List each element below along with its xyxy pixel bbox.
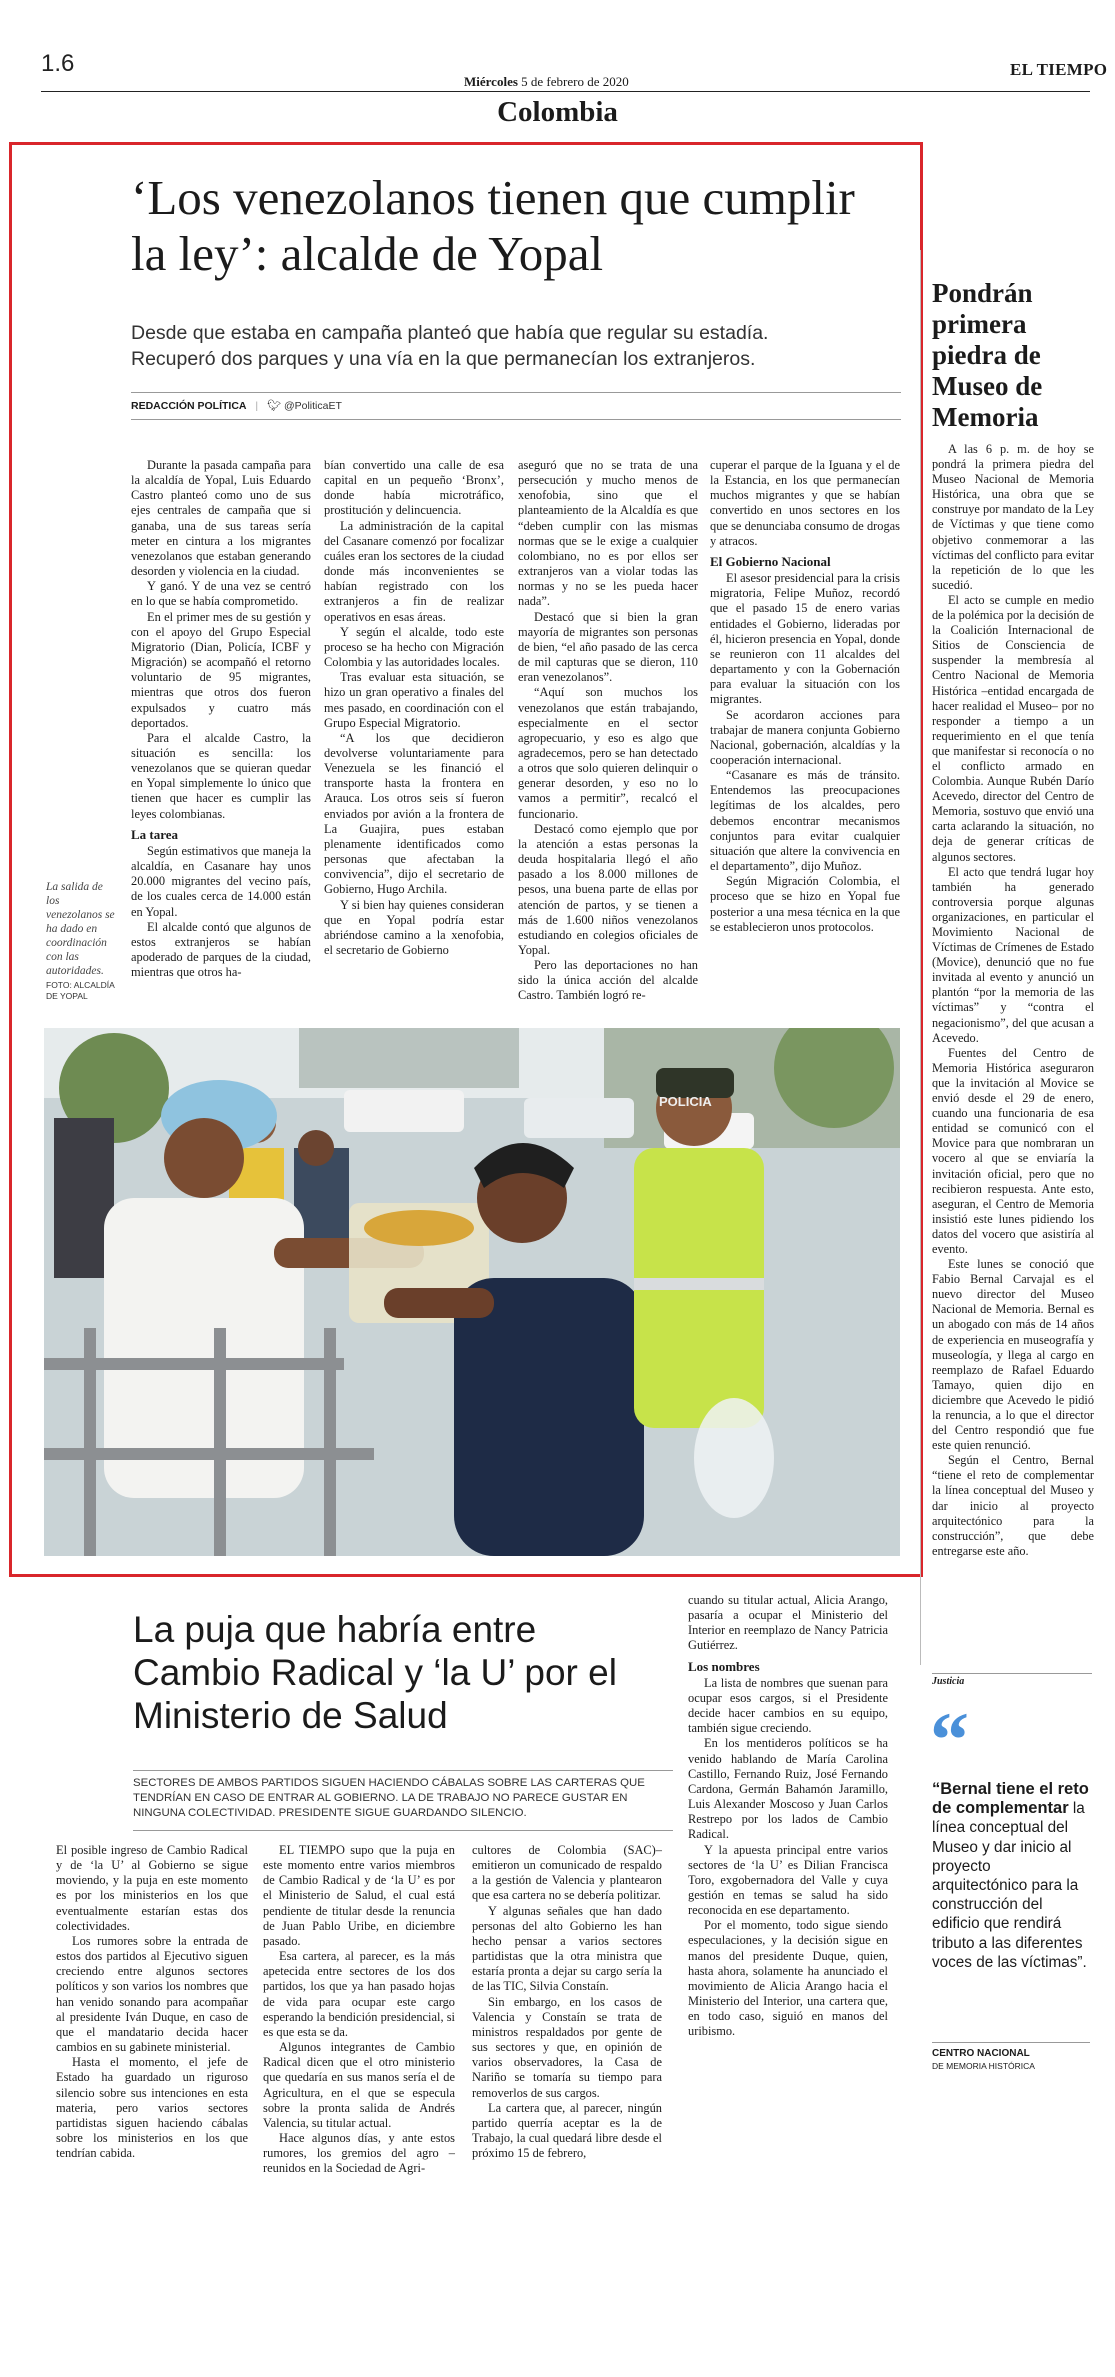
second-col-4 [688, 1593, 888, 2040]
byline-rule-top [131, 392, 901, 393]
subhead: El Gobierno Nacional [710, 553, 831, 569]
paragraph: Algunos integrantes de Cambio Radical dicen que el otro ministerio que quedaría en sus manos sería el de Agricultura, en el que se especula sobre la pronta salida de Andrés Valencia, su titular actual. [263, 2040, 455, 2130]
paragraph: La lista de nombres que suenan para ocupar esos cargos, si el Presidente decide hacer cambios en su equipo, también sigue creciendo. [688, 1675, 888, 1736]
paragraph: Destacó como ejemplo que por la atención a estas personas la deuda hospitalaria llegó el año pasado a los 8.000 millones de pesos, una buena parte de ellas por atención de partos, y se tienen a más de 1.600 niños venezolanos estudiando en colegios oficiales de Yopal. [518, 821, 698, 957]
main-col-1 [131, 458, 311, 980]
date-rest: 5 de febrero de 2020 [517, 74, 629, 89]
sidebar-body [932, 442, 1094, 1559]
main-col-3 [518, 458, 698, 1004]
main-col-2 [324, 458, 504, 958]
paragraph: Por el momento, todo sigue siendo especulaciones, y la decisión sigue en manos del presidente Duque, quien, hasta ahora, solamente ha anunciado el movimiento de Alicia Arango hacia el Ministerio del Interior, una cartera que, en todo caso, siguió en manos del uribismo. [688, 1918, 888, 2039]
pull-quote [932, 1780, 1090, 1972]
paragraph: Pero las deportaciones no han sido la única acción del alcalde Castro. También logró re- [518, 958, 698, 1003]
paragraph: Sin embargo, en los casos de Valencia y Constaín se trata de ministros respaldados por gente de sus sectores y que, en opinión de varios observadores, la Casa de Nariño se tomaría su tiempo para removerlos de sus cargos. [472, 1994, 662, 2100]
paragraph: A las 6 p. m. de hoy se pondrá la primera piedra del Museo Nacional de Memoria Histórica, una obra que se construye por mandato de la Ley de Víctimas y que tiene como objetivo conmemorar a las víctimas del conflicto para evitar la repetición de lo que les sucedió. [932, 442, 1094, 592]
subhead: Los nombres [688, 1658, 760, 1674]
paragraph: Y algunas señales que han dado personas del alto Gobierno les han hecho pensar a varios sectores partidistas que la otra ministra que estaría pronta a dejar su cargo sería la de las TIC, Silvia Constaín. [472, 1903, 662, 1994]
paragraph: El acto que tendrá lugar hoy también ha generado controversia porque algunas organizaciones, en particular el Movimiento Nacional de Víctimas de Crímenes de Estado (Movice), denunció que no fue invitada al evento y anunció un plantón “por la memoria de las víctimas” y “contra el negacionismo”, del que acusan a Acevedo. [932, 864, 1094, 1045]
quote-mark-icon: “ [930, 1696, 969, 1783]
twitter-icon: 🐦︎ [267, 400, 282, 412]
second-headline: La puja que habría entre Cambio Radical y ‘la U’ por el Ministerio de Salud [133, 1609, 617, 1736]
sidebar-headline: Pondrán primera piedra de Museo de Memoria [932, 278, 1043, 432]
second-col-1 [56, 1843, 248, 2161]
police-vest-label: POLICIA [659, 1094, 712, 1109]
second-col-3 [472, 1843, 662, 2161]
quote-source-rule [932, 2042, 1090, 2043]
paragraph: El alcalde contó que algunos de estos extranjeros se habían apoderado de parques de la ciudad, mientras que otros ha- [131, 919, 311, 980]
second-col-2 [263, 1843, 455, 2176]
paragraph: Los rumores sobre la entrada de estos dos partidos al Ejecutivo siguen creciendo entre algunos sectores políticos y son varios los nombres que han venido sonando para acompañar al presidente Iván Duque, en caso de que el mandatario decida hacer cambios en su gabinete ministerial. [56, 1933, 248, 2055]
paragraph: En el primer mes de su gestión y con el apoyo del Grupo Especial Migratorio (Dian, Policía, ICBF y Migración) se acompañó el retorno voluntario de 95 migrantes, mientras que otros dos fueron expulsados y cuatro más deportados. [131, 609, 311, 730]
second-deck: SECTORES DE AMBOS PARTIDOS SIGUEN HACIENDO CÁBALAS SOBRE LAS CARTERAS QUE TENDRÍAN EN CASO DE ENTRAR AL GOBIERNO. LA DE TRABAJO NO PARECE GUSTAR EN NINGUNA COLECTIVIDAD. PRESIDENTE SIGUE GUARDANDO SILENCIO. [133, 1777, 645, 1820]
paragraph: Este lunes se conoció que Fabio Bernal Carvajal es el nuevo director del Museo Nacional de Memoria. Bernal es un abogado con más de 14 años de experiencia en museografía y museología, y llega al cargo en reemplazo de Rafael Eduardo Tamayo, quien dijo en diciembre que Acevedo le pidió la renuncia, a lo que el director del Centro respondió que fue este quien renunció. [932, 1257, 1094, 1453]
paragraph: bían convertido una calle de esa capital en un pequeño ‘Bronx’, donde había microtráfico, prostitución y delincuencia. [324, 458, 504, 518]
paragraph: Se acordaron acciones para trabajar de manera conjunta Gobierno Nacional, gobernación, alcaldías y la cooperación internacional. [710, 707, 900, 767]
caption-text: La salida de los venezolanos se ha dado en coordinación con las autoridades. [46, 881, 115, 977]
main-deck: Desde que estaba en campaña planteó que había que regular su estadía. Recuperó dos parques y una vía en la que permanecían los extranjeros. [131, 322, 769, 370]
paragraph: Y si bien hay quienes consideran que en Yopal podría estar abriéndose camino a la xenofobia, el secretario de Gobierno [324, 897, 504, 957]
subhead: La tarea [131, 826, 179, 842]
paragraph: Hasta el momento, el jefe de Estado ha guardado un riguroso silencio sobre sus intenciones en esta materia, pero varios sectores partidistas siguen haciendo cábalas sobre los ministerios en los que tendrían cabida. [56, 2055, 248, 2161]
brand-logo: EL TIEMPO [1010, 60, 1108, 79]
paragraph: cuando su titular actual, Alicia Arango, pasaría a ocupar el Ministerio del Interior en reemplazo de Nancy Patricia Gutiérrez. [688, 1593, 888, 1653]
paragraph: Fuentes del Centro de Memoria Histórica aseguraron que la invitación al Movice se envió desde el 29 de enero, cuando una funcionaria de esa entidad se comunicó con el Movice para que nombraran un vocero al que se enviaría la invitación oficial, pero que no recibieron respuesta. Ante esto, aseguran, el Centro de Memoria insistió este lunes pidiendo los datos del vocero que asistiría al evento. [932, 1045, 1094, 1256]
page-number: 1.6 [41, 50, 75, 77]
pull-quote-bold: “Bernal tiene el reto de complementar [932, 1780, 1089, 1818]
paragraph: El asesor presidencial para la crisis migratoria, Felipe Muñoz, recordó que el pasado 15 de enero varias entidades el Gobierno, lideradas por él, hicieron presencia en Yopal, donde se reunieron con 11 alcaldes del departamento y con la Gobernación para evaluar la situación con los migrantes. [710, 571, 900, 707]
photo-caption [46, 880, 118, 1002]
paragraph: Esa cartera, al parecer, es la más apetecida entre sectores de los dos partidos, los que ya han pasado hojas de vida para ocupar este cargo esperando la bendición presidencial, si es que esta se da. [263, 1949, 455, 2039]
main-col-4 [710, 458, 900, 935]
paragraph: Tras evaluar esta situación, se hizo un gran operativo a finales del mes pasado, en coordinación con el Grupo Especial Migratorio. [324, 670, 504, 730]
paragraph: Destacó que si bien la gran mayoría de migrantes son personas de bien, “el año pasado de las cerca de mil capturas que se dieron, 110 eran venezolanos”. [518, 609, 698, 685]
quote-source [932, 2048, 1092, 2073]
date-weekday: Miércoles [464, 74, 518, 89]
pull-quote-rest: la línea conceptual del Museo y dar inicio al proyecto arquitectónico para la construcción del edificio que rendirá tributo a las diferentes voces de las víctimas”. [932, 1800, 1087, 1971]
paragraph: Y la apuesta principal entre varios sectores de ‘la U’ es Dilian Francisca Toro, exgobernadora del Valle y cuya gestión en temas se salud ha sido reconocida en ese departamento. [688, 1842, 888, 1918]
paragraph: Durante la pasada campaña para la alcaldía de Yopal, Luis Eduardo Castro planteó como uno de sus ejes centrales de campaña que si ganaba, una de sus tareas sería meter en cintura a los migrantes venezolanos que estaban generando desorden y violencia en la ciudad. [131, 458, 311, 579]
paragraph: Para el alcalde Castro, la situación es sencilla: los venezolanos que se quieran quedar en Yopal simplemente lo único que tienen que hacer es cumplir las leyes colombianas. [131, 730, 311, 821]
sidebar-tag: Justicia [932, 1676, 965, 1687]
article-photo [44, 1028, 900, 1556]
paragraph: “Aquí son muchos los venezolanos que están trabajando, especialmente en el sector agropecuario, y eso es algo que agradecemos, pero se han detectado a otros que solo quieren delinquir o generar desorden, y eso no lo vamos a permitir”, recalcó el funcionario. [518, 685, 698, 821]
quote-source-name: CENTRO NACIONAL [932, 2048, 1030, 2059]
paragraph: Y ganó. Y de una vez se centró en lo que se había comprometido. [131, 579, 311, 609]
paragraph: EL TIEMPO supo que la puja en este momento entre varios miembros de Cambio Radical y de ‘la U’ es por el Ministerio de Salud, el cual está pendiente de titular desde la renuncia de Juan Pablo Uribe, en diciembre pasado. [263, 1843, 455, 1948]
second-deck-rule-bottom [133, 1830, 673, 1831]
photo-illustration [44, 1028, 900, 1556]
byline-rule-bottom [131, 419, 901, 420]
paragraph: El acto se cumple en medio de la polémica por la decisión de la Coalición Internacional de Sitios de Consciencia de suspender la membresía al Centro Nacional de Memoria Histórica –entidad encargada de hacer realidad el Museo– por no responder a tiempo a un requerimiento en el que tenía que manifestar si reconocía o no el conflicto armado en Colombia. Aunque Rubén Darío Acevedo, director del Centro de Memoria, sostuvo que envió una carta aclarando la situación, no deja de generar críticas de algunos sectores. [932, 592, 1094, 864]
paragraph: En los mentideros políticos se ha venido hablando de María Carolina Castillo, Fernando Ruiz, José Fernando Cardona, Germán Bahamón Jaramillo, Luis Alexander Moscoso y Juan Carlos Restrepo por los lados de Cambio Radical. [688, 1736, 888, 1842]
paragraph: “Casanare es más de tránsito. Entendemos las preocupaciones legítimas de los alcaldes, pero debemos encontrar mecanismos conjuntos para evitar cualquier situación que altere la convivencia en el departamento”, dijo Muñoz. [710, 768, 900, 874]
paragraph: Según el Centro, Bernal “tiene el reto de complementar la línea conceptual del Museo y dar inicio al proyecto arquitectónico para la construcción”, que debe entregarse este año. [932, 1453, 1094, 1558]
paragraph: Y según el alcalde, todo este proceso se ha hecho con Migración Colombia y las autoridades locales. [324, 624, 504, 670]
page-date [464, 74, 629, 90]
paragraph: La administración de la capital del Casanare comenzó por focalizar cuáles eran los sectores de la ciudad donde más inconvenientes se habían registrado con los extranjeros a fin de realizar operativos en esas áreas. [324, 518, 504, 624]
paragraph: La cartera que, al parecer, ningún partido querría aceptar es la de Trabajo, la cual quedará libre desde el próximo 15 de febrero, [472, 2100, 662, 2161]
sidebar-divider [920, 250, 921, 1665]
second-deck-rule-top [133, 1770, 673, 1771]
paragraph: “A los que decidieron devolverse voluntariamente para Venezuela se les financió el transporte hasta la frontera en Arauca. Los otros seis sí fueron enviados por avión a la frontera de La Guajira, pues estaban plenamente identificados como personas que afectaban la convivencia”, dijo el secretario de Gobierno, Hugo Archila. [324, 730, 504, 897]
sidebar-tag-rule [932, 1673, 1092, 1674]
paragraph: cultores de Colombia (SAC)– emitieron un comunicado de respaldo a la gestión de Valencia y plantearon que esa cartera no se debería politizar. [472, 1843, 662, 1903]
byline-author: REDACCIÓN POLÍTICA [131, 400, 247, 412]
main-headline: ‘Los venezolanos tienen que cumplir la ley’: alcalde de Yopal [131, 170, 855, 281]
paragraph: Según estimativos que maneja la alcaldía, en Casanare hay unos 20.000 migrantes del vecino país, de los cuales cerca de 14.000 están en Yopal. [131, 843, 311, 919]
byline: REDACCIÓN POLÍTICA | 🐦︎ @PoliticaET [131, 400, 342, 412]
paragraph: Según Migración Colombia, el proceso que se hizo en Yopal fue posterior a una mesa técnica en la que se establecieron unos protocolos. [710, 874, 900, 934]
caption-credit: FOTO: ALCALDÍA DE YOPAL [46, 980, 115, 1001]
paragraph: aseguró que no se trata de una persecución y mucho menos de xenofobia, sino que el planteamiento de la Alcaldía es que “deben cumplir con las mismas normas que se le exige a cualquier colombiano, no es por ellos ser extranjeros van a violar todas las normas y no se les pueda hacer nada”. [518, 458, 698, 609]
paragraph: El posible ingreso de Cambio Radical y de ‘la U’ al Gobierno se sigue moviendo, y la puja en este momento es por los ministerios en los que eventualmente estarían estas dos colectividades. [56, 1843, 248, 1933]
paragraph: cuperar el parque de la Iguana y el de la Estancia, en los que permanecían muchos migrantes y que se habían convertido en unos sectores en los que se denunciaba consumo de drogas y atracos. [710, 458, 900, 548]
section-title: Colombia [497, 96, 618, 128]
quote-source-sub: DE MEMORIA HISTÓRICA [932, 2061, 1035, 2071]
paragraph: Hace algunos días, y ante estos rumores, los gremios del agro –reunidos en la Sociedad de Agri- [263, 2130, 455, 2176]
byline-twitter[interactable]: @PoliticaET [283, 400, 342, 412]
header-rule [41, 91, 1090, 92]
